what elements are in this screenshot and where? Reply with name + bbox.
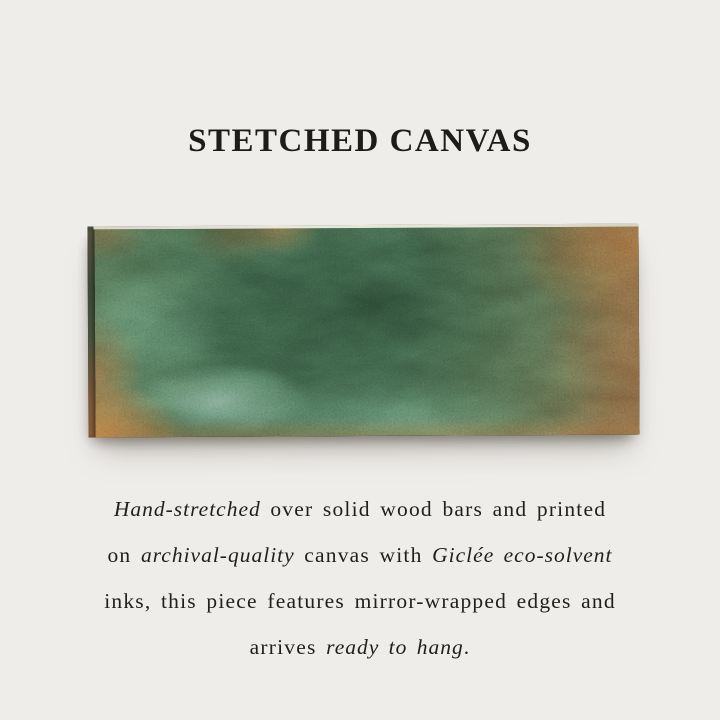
description-line: [40, 624, 680, 670]
description-line: [40, 532, 680, 578]
description-text-segment: over solid wood bars and printed: [260, 497, 607, 521]
page-title: STETCHED CANVAS: [188, 123, 532, 159]
canvas-left-edge: [87, 228, 95, 437]
patina-texture-grain: [94, 227, 639, 438]
description-italic-segment: archival-quality: [140, 543, 295, 567]
description-italic-segment: ready to hang: [326, 635, 464, 659]
description: [40, 486, 680, 670]
description-text-segment: arrives: [249, 635, 327, 659]
canvas-mockup: [87, 224, 639, 438]
description-italic-segment: Giclée eco-solvent: [432, 543, 613, 567]
description-line: [40, 578, 680, 624]
description-text-segment: .: [463, 635, 471, 659]
description-text-segment: canvas with: [294, 543, 433, 567]
description-text-segment: on: [107, 543, 141, 567]
description-text-segment: inks, this piece features mirror-wrapped edges and: [104, 589, 616, 613]
canvas-artwork: [94, 227, 639, 438]
description-line: [40, 486, 680, 532]
description-italic-segment: Hand-stretched: [113, 497, 261, 521]
